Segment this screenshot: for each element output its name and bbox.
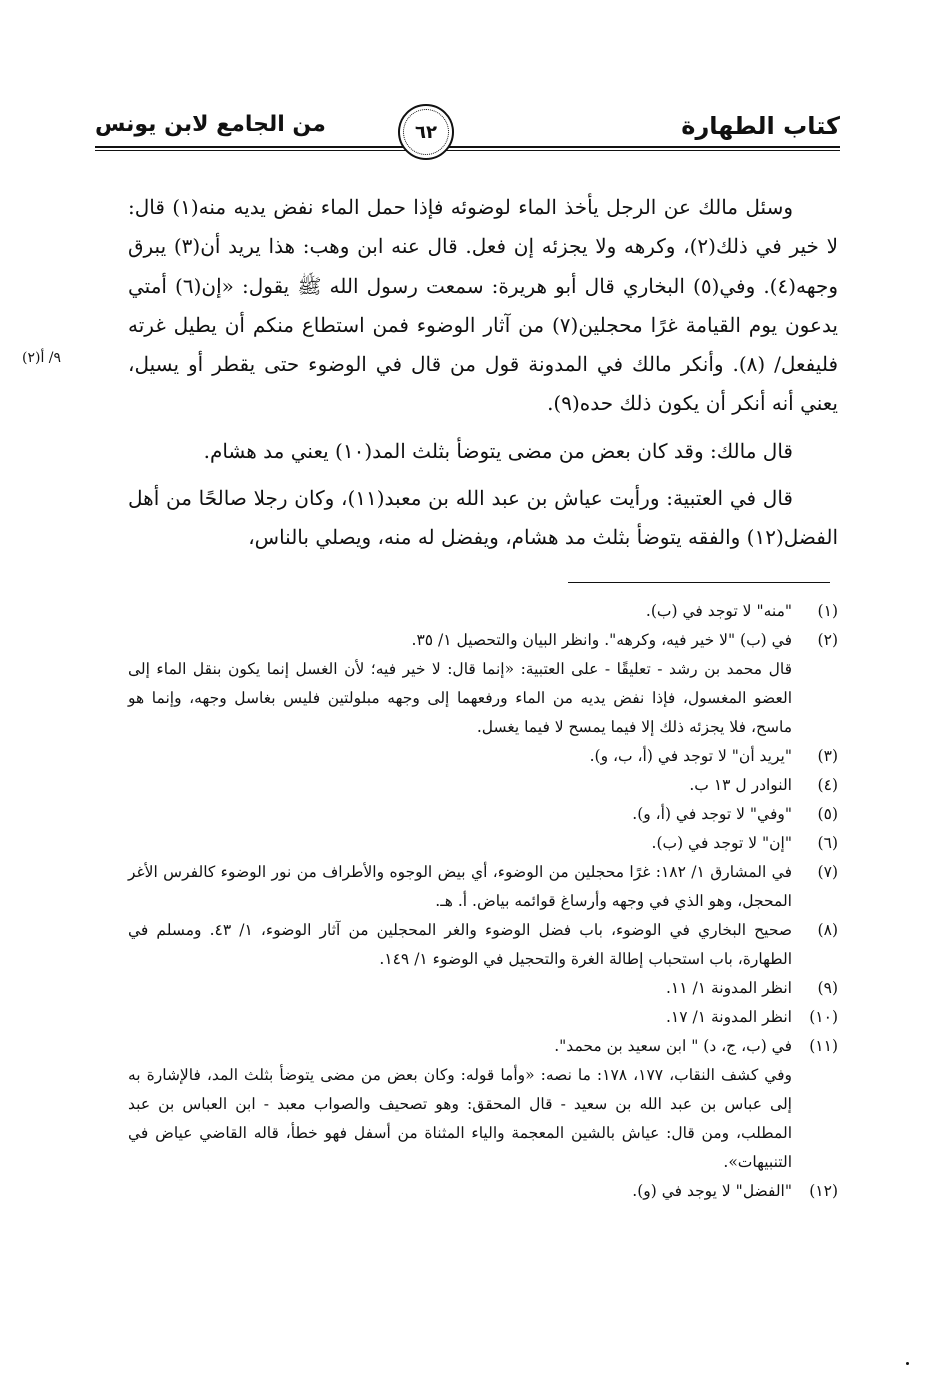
- footnote-separator: [568, 582, 830, 583]
- chapter-title: كتاب الطهارة: [681, 112, 840, 140]
- footnote-number: (١٢): [809, 1182, 838, 1200]
- footnote-number: (٩): [817, 979, 838, 997]
- footnote-number: (٥): [817, 805, 838, 823]
- margin-folio-note: ٩/ أ(٢): [22, 350, 62, 366]
- page-number: [398, 104, 454, 160]
- footnote-number: (١): [817, 602, 838, 620]
- footnote-number: (٨): [817, 921, 838, 939]
- main-text: [128, 188, 838, 558]
- footnote: [128, 597, 838, 626]
- footnote-text: "يريد أن" لا توجد في (أ، ب، و).: [589, 747, 792, 765]
- running-header: [95, 108, 840, 158]
- page-number-text: ٦٢: [415, 121, 437, 143]
- footnote-text: في (ب) "لا خير فيه، وكرهه". وانظر البيان والتحصيل ١/ ٣٥.: [411, 631, 792, 649]
- footnote-number: (٧): [817, 863, 838, 881]
- footnote: [128, 626, 838, 742]
- footnote-text: النوادر ل ١٣ ب.: [689, 776, 792, 794]
- footnote: [128, 858, 838, 916]
- footnote: [128, 829, 838, 858]
- footnote-text: وفي كشف النقاب، ١٧٧، ١٧٨: ما نصه: «وأما قوله: وكان بعض من مضى يتوضأ بثلث المد، فالإشارة به إلى عباس بن عبد الله بن سعيد - قال المحقق: وهو تصحيف والصواب معبد - ابن العباس بن عبد المطلب، ومن قال: عياش بالشين المعجمة والياء المثناة من أسفل فهو خطأ، قاله القاضي عياض في التنبيهات».: [128, 1066, 793, 1171]
- footnote-number: (١١): [809, 1037, 838, 1055]
- footnote-text: "منه" لا توجد في (ب).: [645, 602, 792, 620]
- footnote-text: انظر المدونة ١/ ١١.: [665, 979, 792, 997]
- footnote: [128, 742, 838, 771]
- footnote: [128, 771, 838, 800]
- footnote-text: صحيح البخاري في الوضوء، باب فضل الوضوء والغر المحجلين من آثار الوضوء، ١/ ٤٣. ومسلم في الطهارة، باب استحباب إطالة الغرة والتحجيل في الوضوء ١/ ١٤٩.: [128, 921, 793, 968]
- footnote: [128, 800, 838, 829]
- footnote-number: (٦): [817, 834, 838, 852]
- footnote-number: (٤): [817, 776, 838, 794]
- footnote-text: في المشارق ١/ ١٨٢: غرًا محجلين من الوضوء، أي بيض الوجوه والأطراف من نور الوضوء كالفرس الأغر المحجل، وهو الذي في وجهه وأرساغ قوائمه بياض. أ. هـ.: [128, 863, 792, 910]
- header-rule-thin: [95, 150, 840, 151]
- footnote: [128, 1003, 838, 1032]
- footnote: [128, 1032, 838, 1177]
- footnote: [128, 916, 838, 974]
- footnote-text: "وفي" لا توجد في (أ، و).: [632, 805, 792, 823]
- scan-speck: [906, 1362, 909, 1365]
- footnote-text: انظر المدونة ١/ ١٧.: [665, 1008, 792, 1026]
- footnotes: [128, 597, 838, 1206]
- paragraph-2: قال مالك: وقد كان بعض من مضى يتوضأ بثلث المد(١٠) يعني مد هشام.: [203, 438, 793, 463]
- header-rule: [95, 146, 840, 148]
- footnote-number: (١٠): [809, 1008, 838, 1026]
- footnote-text: قال محمد بن رشد - تعليقًا - على العتبية: «إنما قال: لا خير فيه؛ لأن الغسل إنما يكون بنقل الماء إلى العضو المغسول، فإذا نفض يديه من الماء ورفعهما إلى وجهه مبلولتين فليس بغاسل وجهه، وإنما هو ماسح، فلا يجزئه ذلك إلا فيما يمسح لا فيما يغسل.: [128, 660, 792, 736]
- footnote-text: في (ب، ج، د) " ابن سعيد بن محمد".: [554, 1037, 792, 1055]
- paragraph-1: وسئل مالك عن الرجل يأخذ الماء لوضوئه فإذا حمل الماء نفض يديه منه(١) قال: لا خير في ذلك(٢)، وكرهه ولا يجزئه إن فعل. قال عنه ابن وهب: هذا يريد أن(٣) يبرق وجهه(٤). وفي(٥) البخاري قال أبو هريرة: سمعت رسول الله ﷺ يقول: «إن(٦) أمتي يدعون يوم القيامة غرًا محجلين(٧) من آثار الوضوء فمن استطاع منكم أن يطيل غرته فليفعل/ (٨). وأنكر مالك في المدونة قول من قال في الوضوء حتى يقطر أو يسيل، يعني أنه أنكر أن يكون ذلك حده(٩).: [128, 195, 839, 416]
- footnote: [128, 1177, 838, 1206]
- footnote-number: (٣): [817, 747, 838, 765]
- footnote-number: (٢): [817, 631, 838, 649]
- footnote-text: "الفضل" لا يوجد في (و).: [632, 1182, 792, 1200]
- book-title: من الجامع لابن يونس: [95, 112, 326, 137]
- footnote: [128, 974, 838, 1003]
- footnote-text: "إن" لا توجد في (ب).: [651, 834, 792, 852]
- paragraph-3: قال في العتبية: ورأيت عياش بن عبد الله بن معبد(١١)، وكان رجلا صالحًا من أهل الفضل(١٢) والفقه يتوضأ بثلث مد هشام، ويفضل له منه، ويصلي بالناس،: [128, 486, 838, 550]
